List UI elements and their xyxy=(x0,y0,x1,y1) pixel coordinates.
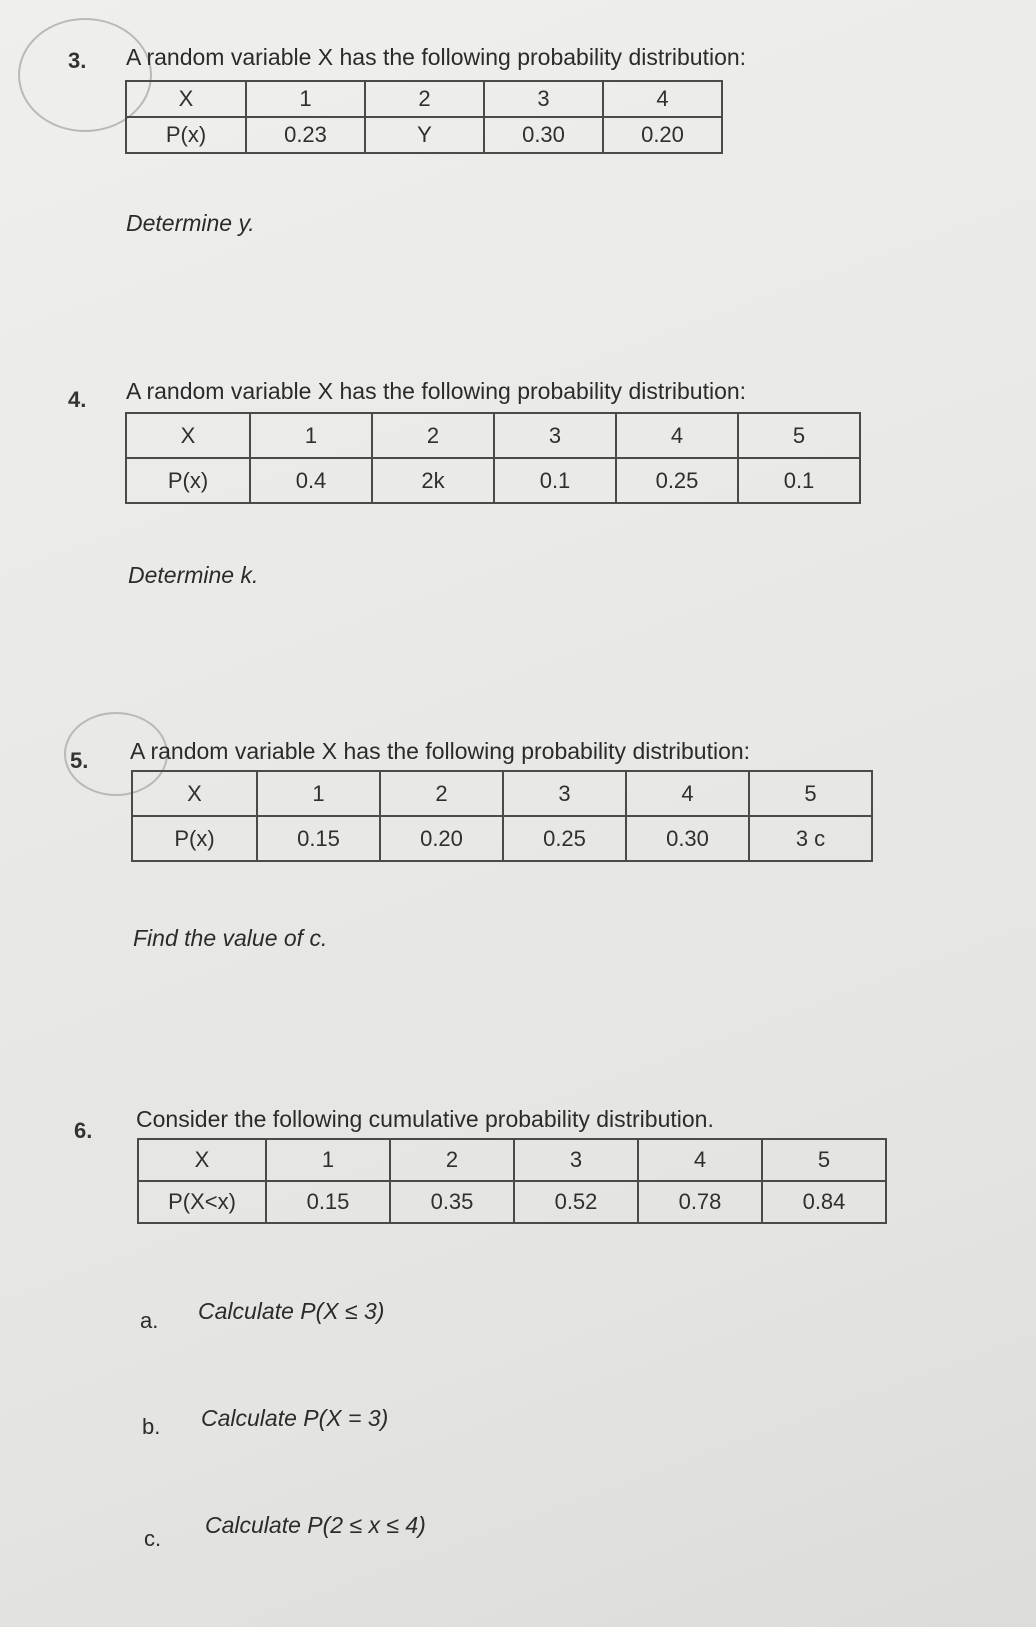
table-cell: Y xyxy=(365,117,484,153)
table-cell: 0.4 xyxy=(250,458,372,503)
table-cell: 2k xyxy=(372,458,494,503)
row-label-x: X xyxy=(138,1139,266,1181)
row-label-p: P(X<x) xyxy=(138,1181,266,1223)
table-row-p xyxy=(138,1181,886,1223)
table-cell: 0.1 xyxy=(738,458,860,503)
table-row-p xyxy=(132,816,872,861)
part-label: b. xyxy=(142,1414,161,1439)
table-cell: 4 xyxy=(626,771,749,816)
table-cell: 3 xyxy=(503,771,626,816)
table-cell: 1 xyxy=(250,413,372,458)
table-row-x xyxy=(126,81,722,117)
question-stem: A random variable X has the following probability distribution: xyxy=(126,378,747,404)
table-cell: 0.25 xyxy=(503,816,626,861)
table-cell: 1 xyxy=(246,81,365,117)
table-cell: 3 c xyxy=(749,816,872,861)
question-stem: A random variable X has the following probability distribution: xyxy=(126,44,747,70)
table-cell: 0.23 xyxy=(246,117,365,153)
table-cell: 0.52 xyxy=(514,1181,638,1223)
question-prompt: Determine k. xyxy=(128,562,259,588)
table-cell: 0.30 xyxy=(484,117,603,153)
table-cell: 2 xyxy=(390,1139,514,1181)
table-cell: 3 xyxy=(484,81,603,117)
table-cell: 4 xyxy=(616,413,738,458)
table-row-x xyxy=(126,413,860,458)
table-row-x xyxy=(138,1139,886,1181)
table-row-p xyxy=(126,458,860,503)
row-label-x: X xyxy=(126,81,246,117)
part-label: c. xyxy=(144,1526,162,1551)
table-cell: 0.84 xyxy=(762,1181,886,1223)
table-cell: 4 xyxy=(603,81,722,117)
row-label-p: P(x) xyxy=(132,816,257,861)
part-label: a. xyxy=(140,1308,159,1333)
question-number: 3. xyxy=(68,48,87,73)
question-number: 4. xyxy=(68,387,87,412)
part-prompt: Calculate P(X = 3) xyxy=(201,1405,389,1431)
question-stem: A random variable X has the following probability distribution: xyxy=(130,738,751,764)
table-cell: 5 xyxy=(749,771,872,816)
table-cell: 4 xyxy=(638,1139,762,1181)
table-cell: 2 xyxy=(380,771,503,816)
table-cell: 0.15 xyxy=(266,1181,390,1223)
row-label-x: X xyxy=(132,771,257,816)
table-cell: 5 xyxy=(738,413,860,458)
table-cell: 1 xyxy=(257,771,380,816)
table-cell: 2 xyxy=(365,81,484,117)
probability-table xyxy=(131,770,873,862)
cumulative-probability-table xyxy=(137,1138,887,1224)
part-prompt: Calculate P(X ≤ 3) xyxy=(198,1298,385,1324)
table-cell: 0.30 xyxy=(626,816,749,861)
question-prompt: Find the value of c. xyxy=(133,925,328,951)
row-label-p: P(x) xyxy=(126,458,250,503)
table-cell: 0.1 xyxy=(494,458,616,503)
table-cell: 0.25 xyxy=(616,458,738,503)
table-row-p xyxy=(126,117,722,153)
table-cell: 3 xyxy=(494,413,616,458)
question-number: 5. xyxy=(70,748,89,773)
table-cell: 0.20 xyxy=(380,816,503,861)
table-cell: 5 xyxy=(762,1139,886,1181)
table-cell: 0.20 xyxy=(603,117,722,153)
probability-table xyxy=(125,80,723,154)
question-prompt: Determine y. xyxy=(126,210,255,236)
row-label-p: P(x) xyxy=(126,117,246,153)
table-cell: 0.35 xyxy=(390,1181,514,1223)
table-cell: 1 xyxy=(266,1139,390,1181)
question-stem: Consider the following cumulative probability distribution. xyxy=(136,1106,714,1132)
table-row-x xyxy=(132,771,872,816)
table-cell: 0.78 xyxy=(638,1181,762,1223)
table-cell: 0.15 xyxy=(257,816,380,861)
probability-table xyxy=(125,412,861,504)
row-label-x: X xyxy=(126,413,250,458)
part-prompt: Calculate P(2 ≤ x ≤ 4) xyxy=(205,1512,426,1538)
table-cell: 3 xyxy=(514,1139,638,1181)
table-cell: 2 xyxy=(372,413,494,458)
question-number: 6. xyxy=(74,1118,93,1143)
